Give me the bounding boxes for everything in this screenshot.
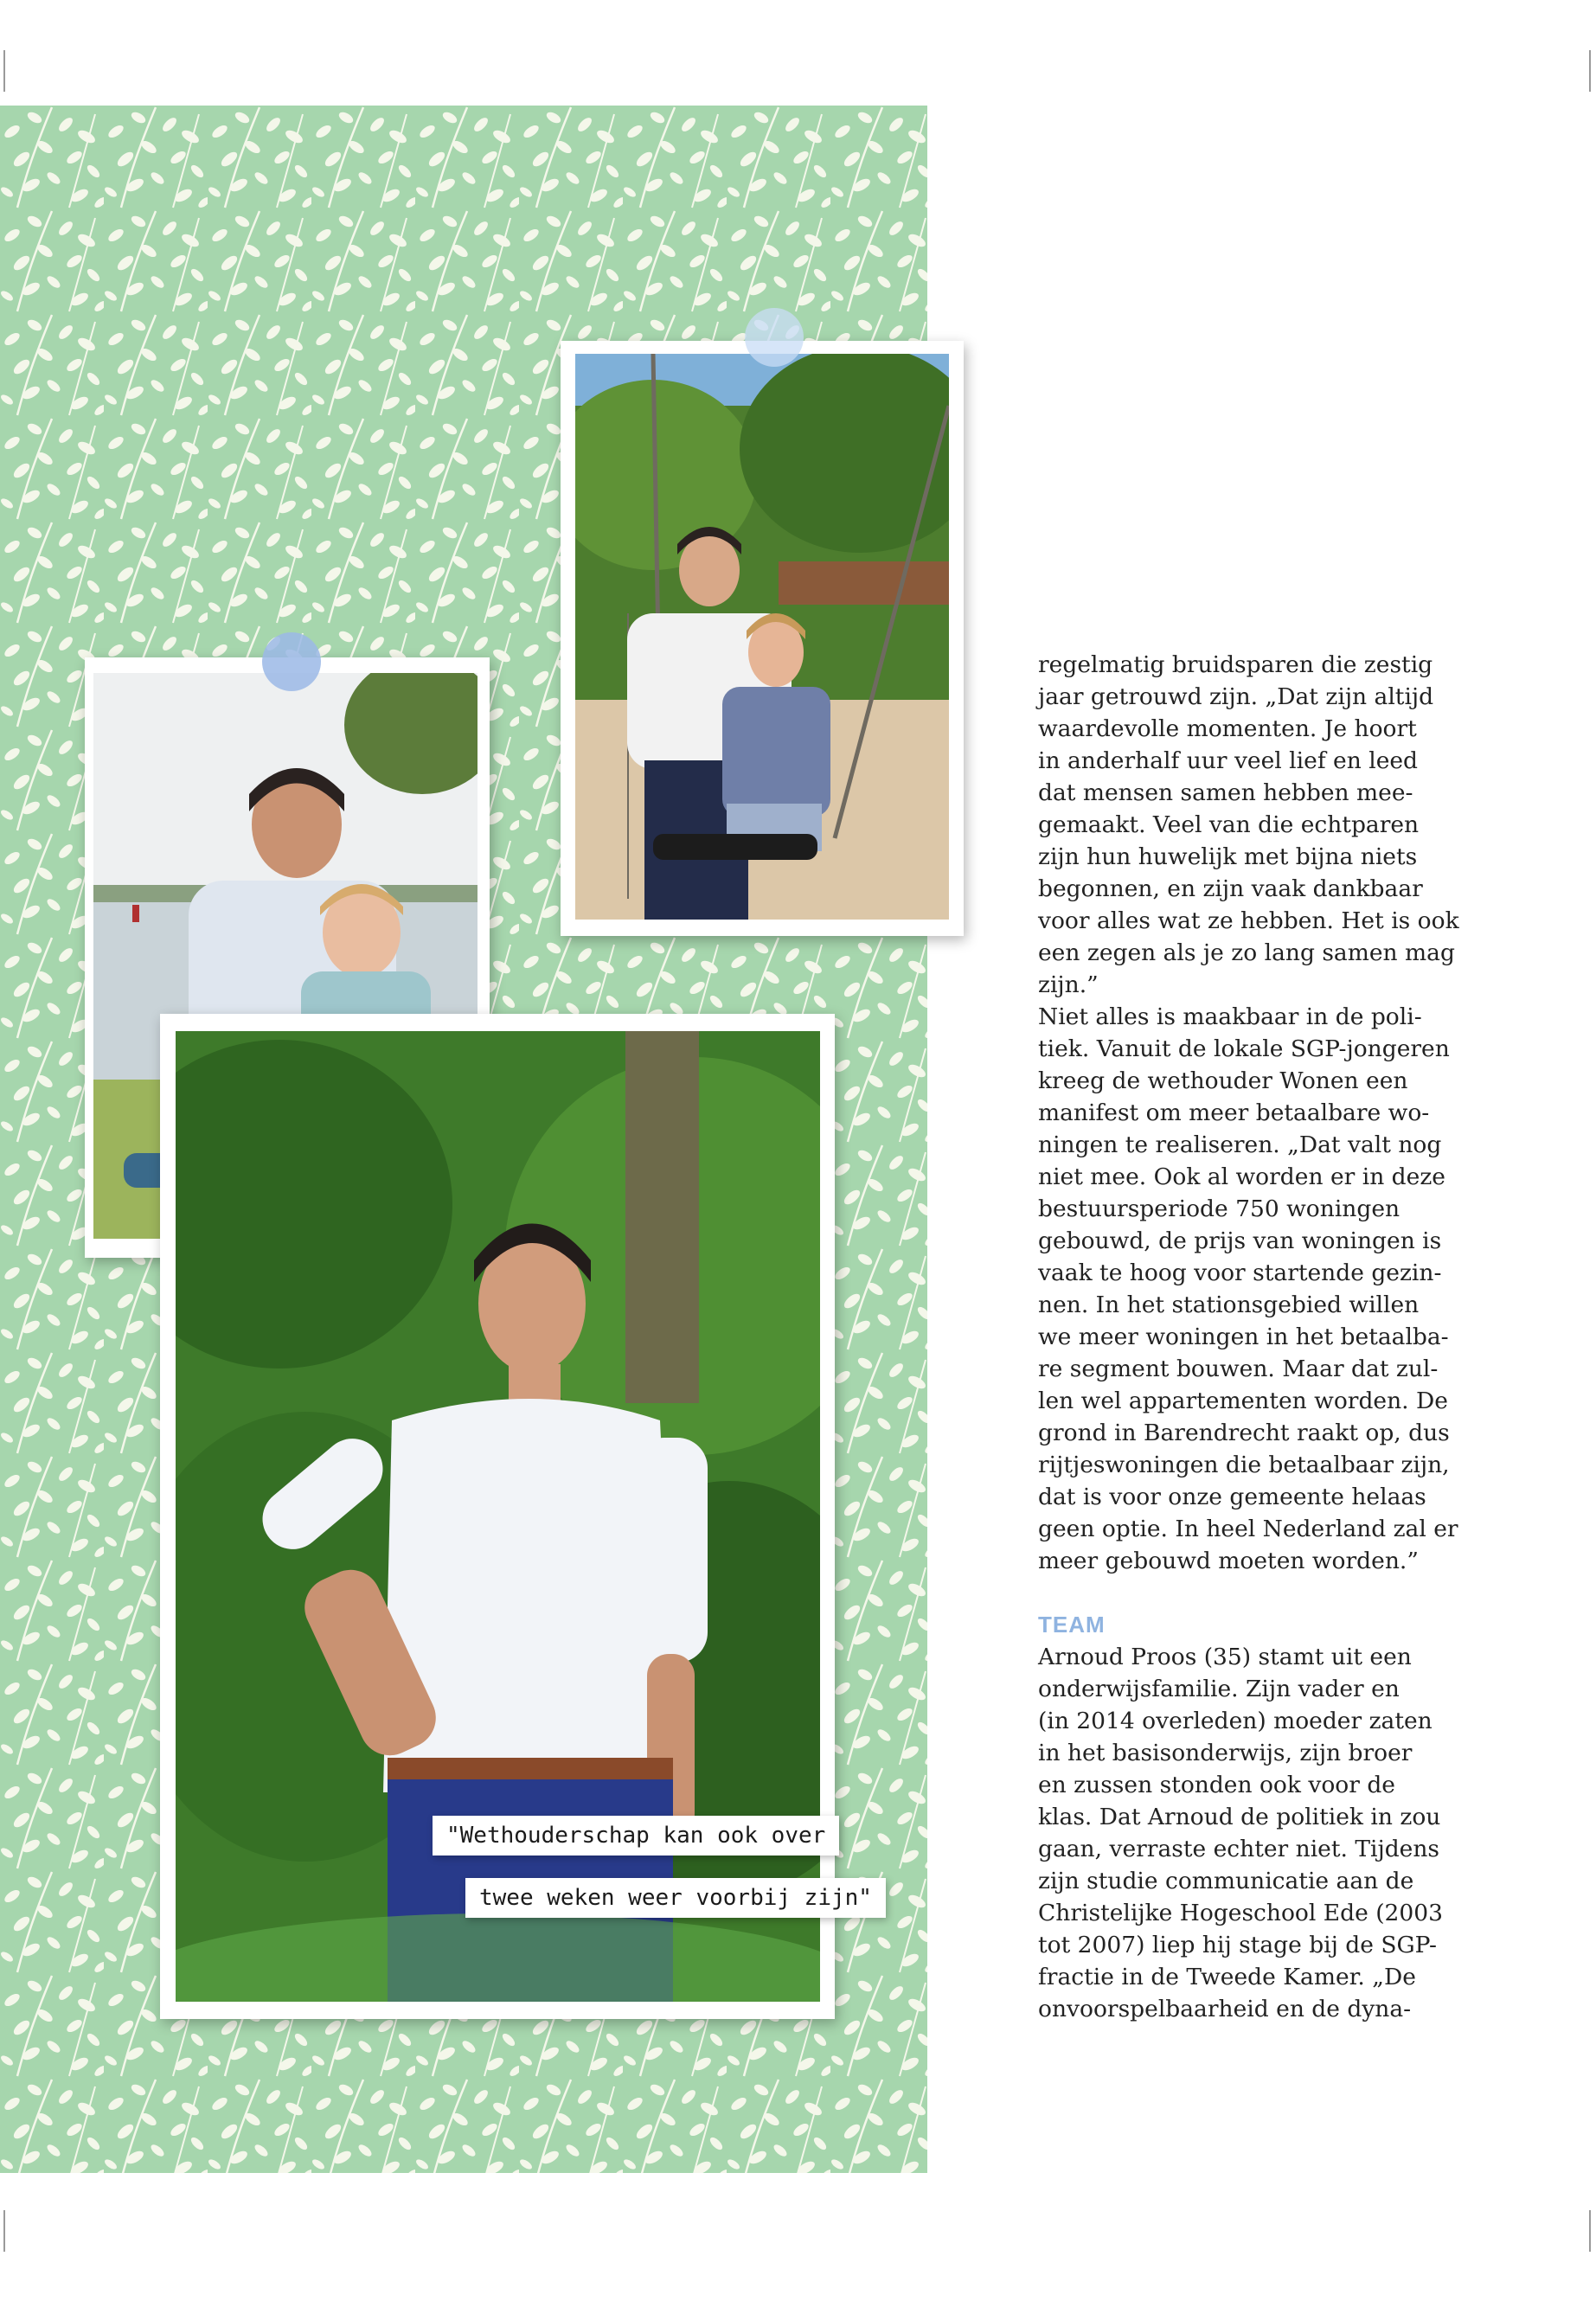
text-line: ningen te realiseren. „Dat valt nog — [1038, 1131, 1442, 1158]
text-line: geen optie. In heel Nederland zal er — [1038, 1516, 1458, 1542]
text-line: bestuursperiode 750 woningen — [1038, 1195, 1401, 1222]
text-line: Niet alles is maakbaar in de poli- — [1038, 1003, 1422, 1030]
text-line: begonnen, en zijn vaak dankbaar — [1038, 875, 1423, 902]
text-line: en zussen stonden ook voor de — [1038, 1772, 1395, 1798]
article-paragraph-2 — [1038, 1641, 1462, 2025]
text-line: dat mensen samen hebben mee- — [1038, 779, 1413, 806]
pull-quote-line-2: twee weken weer voorbij zijn" — [465, 1878, 886, 1918]
text-line: (in 2014 overleden) moeder zaten — [1038, 1708, 1433, 1734]
text-line: regelmatig bruidsparen die zestig — [1038, 651, 1433, 678]
photo-pin-swing — [745, 308, 804, 367]
section-heading-team: TEAM — [1038, 1612, 1106, 1638]
photo-portrait-frame — [160, 1014, 835, 2019]
text-line: niet mee. Ook al worden er in deze — [1038, 1163, 1445, 1190]
text-line: in het basisonderwijs, zijn broer — [1038, 1740, 1413, 1766]
photo-swing-frame — [561, 341, 964, 936]
text-line: meer gebouwd moeten worden.” — [1038, 1548, 1419, 1574]
text-line: len wel appartementen worden. De — [1038, 1388, 1448, 1414]
text-line: dat is voor onze gemeente helaas — [1038, 1484, 1426, 1510]
text-line: kreeg de wethouder Wonen een — [1038, 1067, 1408, 1094]
crop-mark-bottom-left — [3, 2210, 5, 2252]
text-line: vaak te hoog voor startende gezin- — [1038, 1259, 1442, 1286]
crop-mark-bottom-right — [1589, 2210, 1591, 2252]
text-line: jaar getrouwd zijn. „Dat zijn altijd — [1038, 683, 1434, 710]
text-line: zijn studie communicatie aan de — [1038, 1868, 1414, 1894]
text-line: fractie in de Tweede Kamer. „De — [1038, 1964, 1416, 1990]
text-line: onvoorspelbaarheid en de dyna- — [1038, 1996, 1412, 2022]
text-line: onderwijsfamilie. Zijn vader en — [1038, 1676, 1400, 1702]
text-line: re segment bouwen. Maar dat zul- — [1038, 1356, 1439, 1382]
text-line: rijtjeswoningen die betaalbaar zijn, — [1038, 1452, 1450, 1478]
pull-quote-line-1: "Wethouderschap kan ook over — [433, 1816, 839, 1856]
text-line: een zegen als je zo lang samen mag — [1038, 939, 1455, 966]
text-line: gemaakt. Veel van die echtparen — [1038, 811, 1420, 838]
crop-mark-top-left — [3, 50, 5, 92]
text-line: zijn.” — [1038, 971, 1099, 998]
text-line: klas. Dat Arnoud de politiek in zou — [1038, 1804, 1441, 1830]
text-line: nen. In het stationsgebied willen — [1038, 1292, 1420, 1318]
text-line: zijn hun huwelijk met bijna niets — [1038, 843, 1418, 870]
crop-mark-top-right — [1589, 50, 1591, 92]
text-line: we meer woningen in het betaalba- — [1038, 1324, 1449, 1350]
text-line: gebouwd, de prijs van woningen is — [1038, 1227, 1442, 1254]
text-line: waardevolle momenten. Je hoort — [1038, 715, 1417, 742]
text-line: grond in Barendrecht raakt op, dus — [1038, 1420, 1450, 1446]
text-line: manifest om meer betaalbare wo- — [1038, 1099, 1430, 1126]
photo-swing — [575, 354, 949, 920]
text-line: in anderhalf uur veel lief en leed — [1038, 747, 1419, 774]
article-paragraph-1 — [1038, 649, 1462, 1577]
text-line: voor alles wat ze hebben. Het is ook — [1038, 907, 1459, 934]
text-line: Arnoud Proos (35) stamt uit een — [1038, 1644, 1412, 1670]
text-line: tot 2007) liep hij stage bij de SGP- — [1038, 1932, 1438, 1958]
text-line: Christelijke Hogeschool Ede (2003 — [1038, 1900, 1443, 1926]
text-line: gaan, verraste echter niet. Tijdens — [1038, 1836, 1440, 1862]
photo-portrait — [176, 1031, 820, 2002]
photo-pin-father-son — [262, 632, 321, 691]
text-line: tiek. Vanuit de lokale SGP-jongeren — [1038, 1035, 1450, 1062]
